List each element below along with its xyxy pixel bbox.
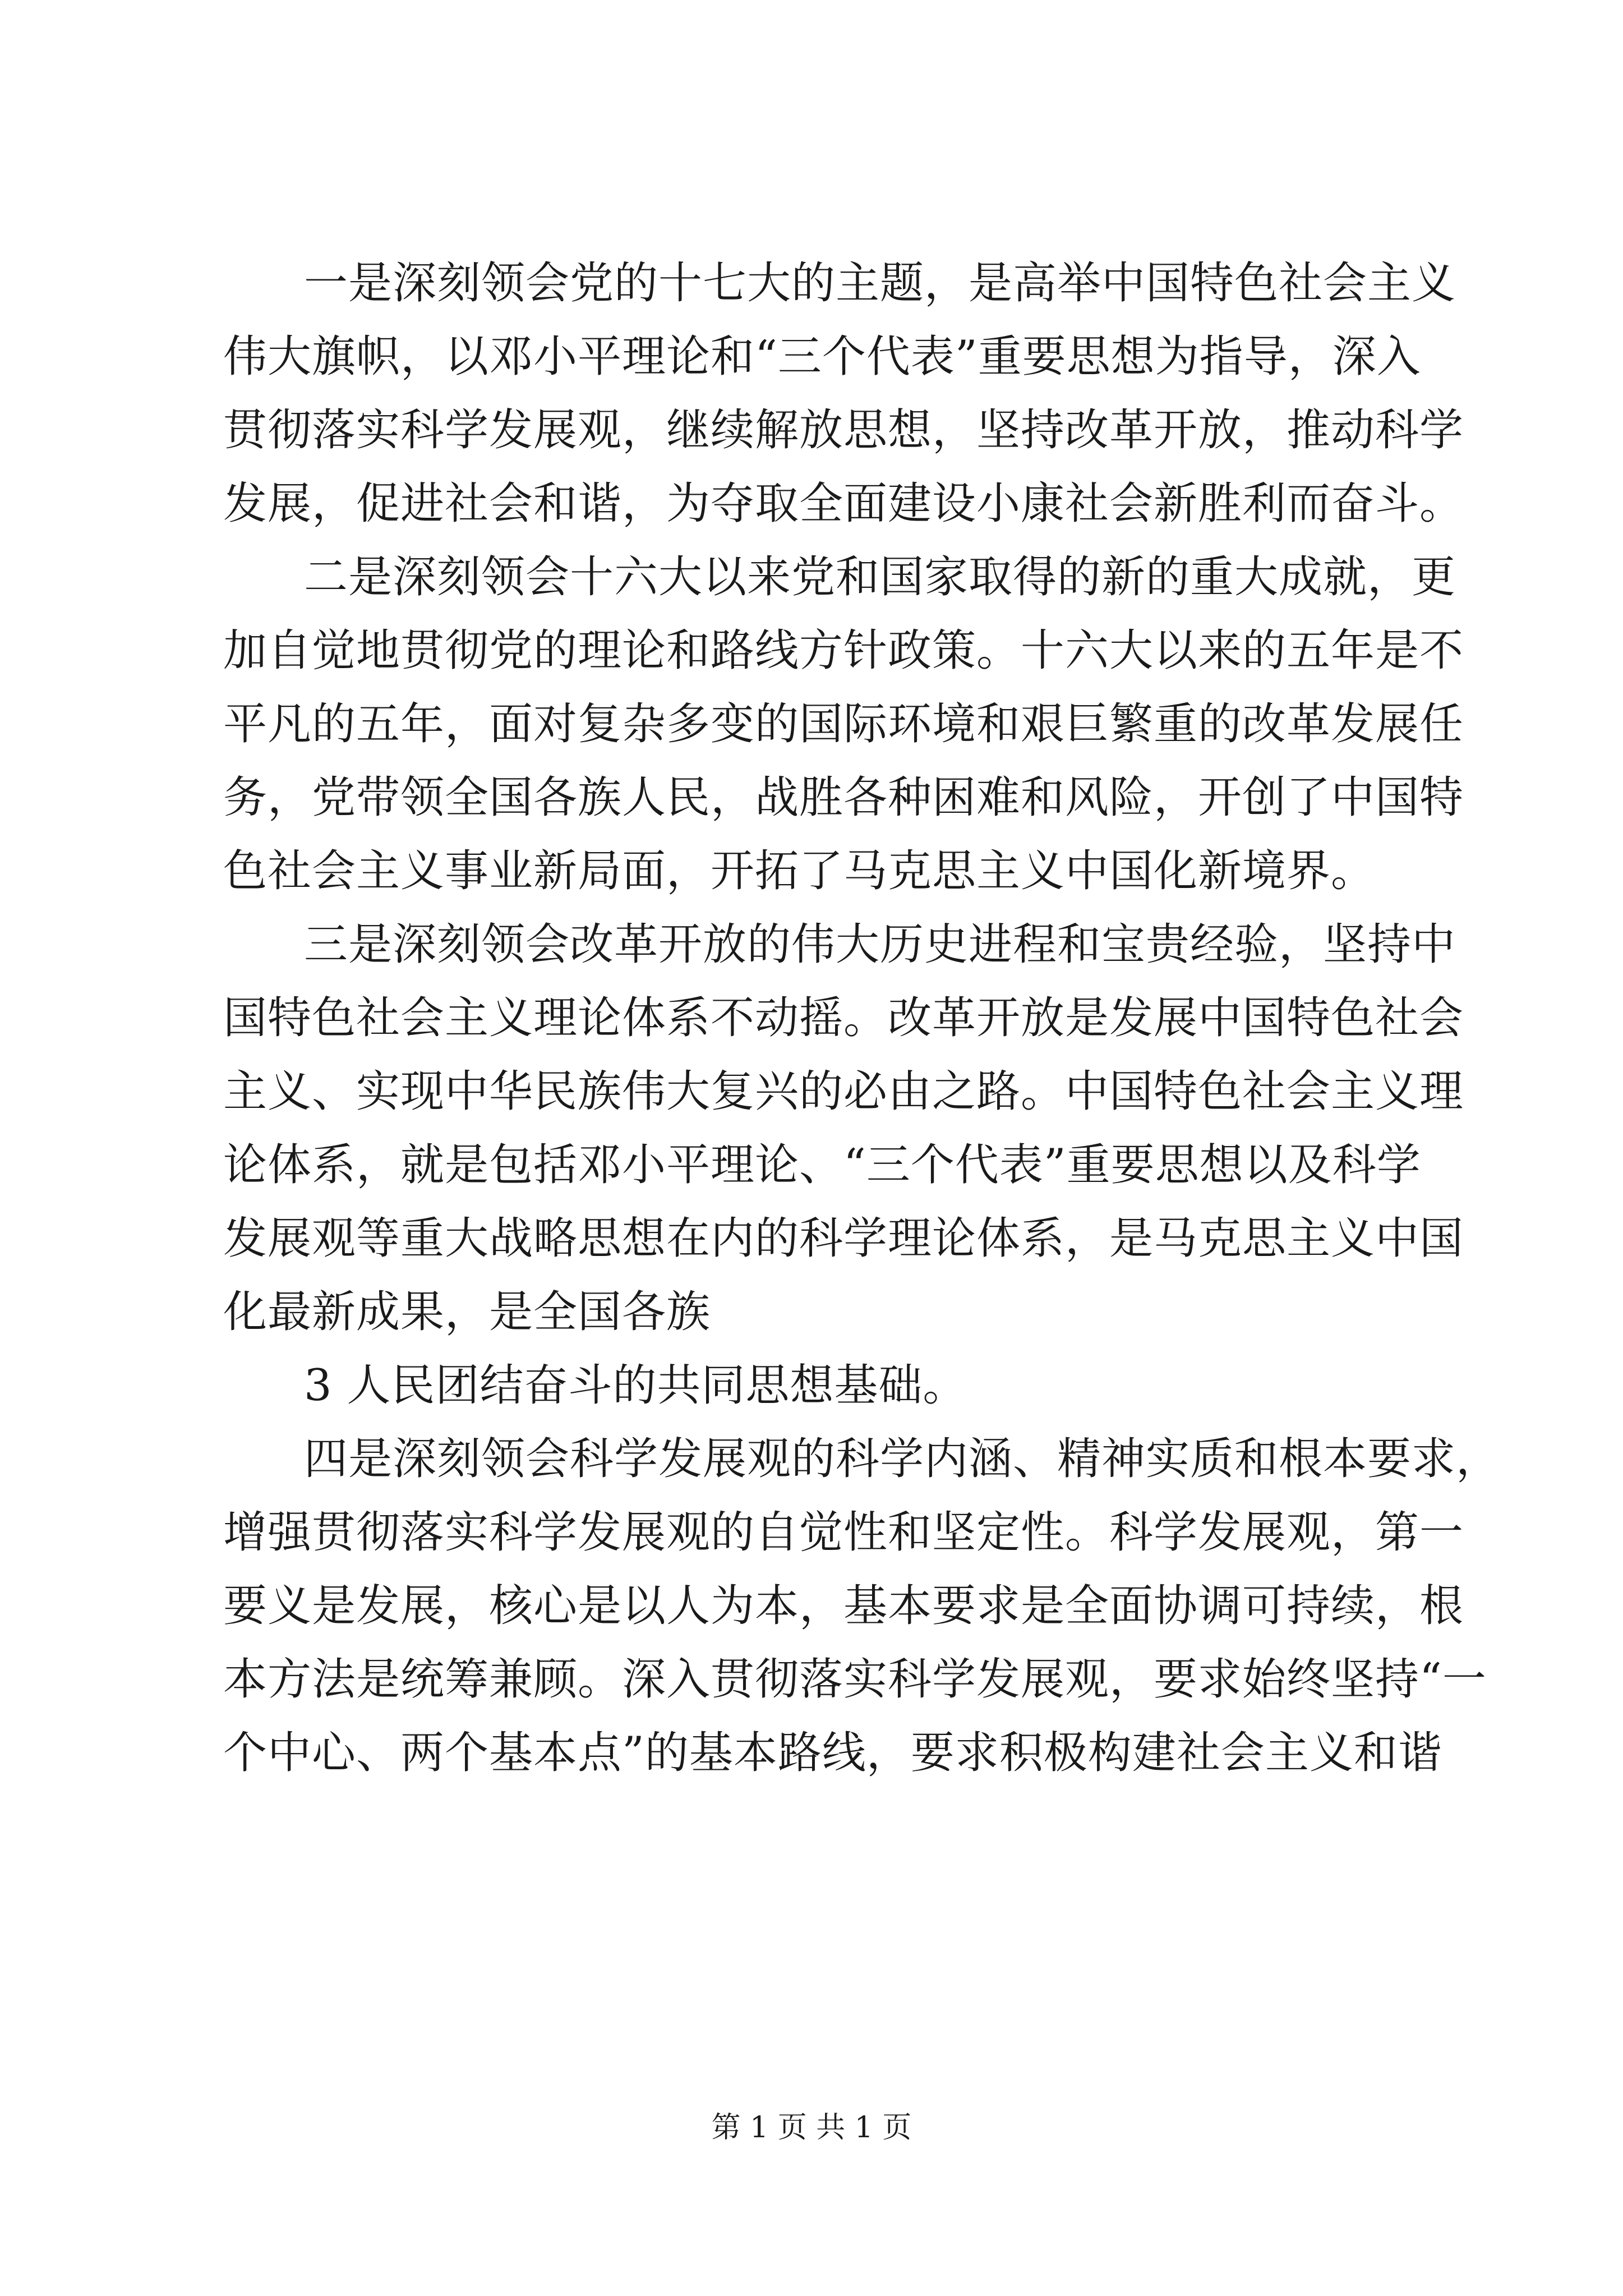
paragraph-3 <box>223 908 1464 1349</box>
paragraph-line: 平凡的五年，面对复杂多变的国际环境和艰巨繁重的改革发展任 <box>223 699 1464 749</box>
paragraph-line: 3 人民团结奋斗的共同思想基础。 <box>304 1360 967 1411</box>
paragraph-5 <box>223 1423 1501 1790</box>
paragraph-2 <box>223 541 1464 908</box>
paragraph-line: 发展观等重大战略思想在内的科学理论体系，是马克思主义中国 <box>223 1213 1464 1264</box>
paragraph-line: 四是深刻领会科学发展观的科学内涵、精神实质和根本要求， <box>304 1434 1501 1484</box>
paragraph-line: 二是深刻领会十六大以来党和国家取得的新的重大成就，更 <box>304 552 1456 602</box>
paragraph-1 <box>223 247 1464 541</box>
paragraph-4 <box>223 1349 1418 1423</box>
paragraph-line: 论体系，就是包括邓小平理论、“三个代表”重要思想以及科学 <box>223 1140 1421 1190</box>
paragraph-line: 发展，促进社会和谐，为夺取全面建设小康社会新胜利而奋斗。 <box>223 478 1464 529</box>
paragraph-line: 一是深刻领会党的十七大的主题，是高举中国特色社会主义 <box>304 258 1456 309</box>
page-number-footer: 第 1 页 共 1 页 <box>711 2111 912 2145</box>
paragraph-line: 增强贯彻落实科学发展观的自觉性和坚定性。科学发展观，第一 <box>223 1507 1464 1558</box>
paragraph-line: 要义是发展，核心是以人为本，基本要求是全面协调可持续，根 <box>223 1581 1464 1631</box>
paragraph-line: 务，党带领全国各族人民，战胜各种困难和风险，开创了中国特 <box>223 772 1464 823</box>
paragraph-line: 加自觉地贯彻党的理论和路线方针政策。十六大以来的五年是不 <box>223 625 1464 676</box>
document-body <box>223 247 1501 1790</box>
paragraph-line: 色社会主义事业新局面，开拓了马克思主义中国化新境界。 <box>223 846 1376 896</box>
paragraph-line: 个中心、两个基本点”的基本路线，要求积极构建社会主义和谐 <box>223 1728 1442 1778</box>
paragraph-line: 化最新成果，是全国各族 <box>223 1287 711 1337</box>
paragraph-line: 主义、实现中华民族伟大复兴的必由之路。中国特色社会主义理 <box>223 1066 1464 1117</box>
paragraph-line: 伟大旗帜，以邓小平理论和“三个代表”重要思想为指导，深入 <box>223 332 1421 382</box>
paragraph-line: 国特色社会主义理论体系不动摇。改革开放是发展中国特色社会 <box>223 993 1464 1043</box>
paragraph-line: 贯彻落实科学发展观，继续解放思想，坚持改革开放，推动科学 <box>223 405 1464 455</box>
paragraph-line: 本方法是统筹兼顾。深入贯彻落实科学发展观，要求始终坚持“一 <box>223 1654 1487 1705</box>
paragraph-line: 三是深刻领会改革开放的伟大历史进程和宝贵经验，坚持中 <box>304 919 1456 970</box>
